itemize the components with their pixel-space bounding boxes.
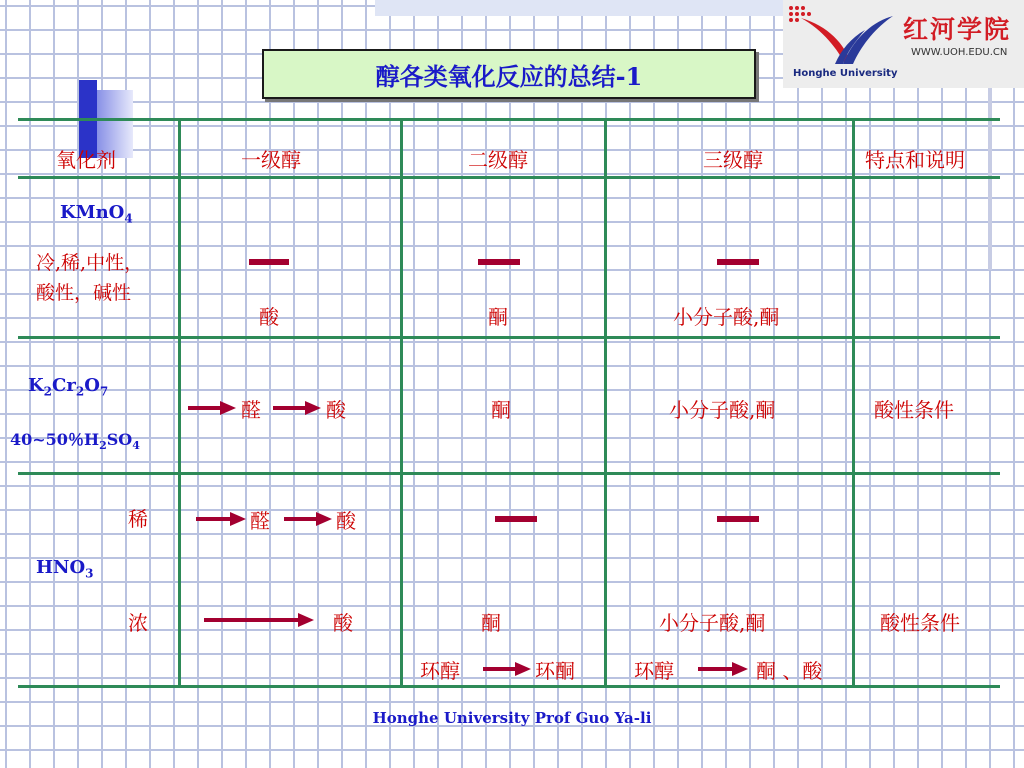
row2-primary-intermediate: 醛 — [241, 398, 261, 422]
row3-concentrated-label: 浓 — [128, 611, 148, 635]
reaction-arrow-icon — [188, 401, 238, 415]
row1-primary-product: 酸 — [259, 305, 279, 329]
table-line — [852, 119, 855, 687]
row3-conc-secondary-product: 酮 — [481, 611, 501, 635]
row2-primary-product: 酸 — [326, 398, 346, 422]
row2-condition: 40~50％$H_2SO_4$ — [10, 430, 140, 453]
logo-chinese-name: 红河学院 — [903, 15, 1012, 44]
reagent-kmno4: KMnO$_4$ — [60, 202, 133, 226]
reaction-arrow-icon — [204, 613, 316, 627]
row3-conc-tertiary-product: 小分子酸,酮 — [659, 611, 766, 635]
header-primary-alcohol: 一级醇 — [241, 148, 301, 172]
footer-university: Honghe University — [372, 709, 530, 727]
row3-dilute-primary-product: 酸 — [336, 509, 356, 533]
row3-cyclic-tertiary-from: 环醇 — [634, 659, 674, 683]
row1-tertiary-product: 小分子酸,酮 — [673, 305, 780, 329]
no-reaction-dash — [495, 516, 537, 522]
row3-conc-primary-product: 酸 — [333, 611, 353, 635]
row3-cyclic-tertiary-to: 酮 、酸 — [756, 659, 823, 683]
table-line — [604, 119, 607, 687]
reaction-arrow-icon — [196, 512, 248, 526]
reagent-k2cr2o7: $K_2Cr_2O_7$ — [28, 375, 109, 399]
row1-secondary-product: 酮 — [488, 305, 508, 329]
row2-tertiary-product: 小分子酸,酮 — [669, 398, 776, 422]
row3-dilute-primary-intermediate: 醛 — [250, 509, 270, 533]
logo-url: WWW.UOH.EDU.CN — [911, 47, 1008, 58]
row2-notes: 酸性条件 — [874, 398, 954, 422]
reaction-arrow-icon — [698, 662, 750, 676]
row3-conc-notes: 酸性条件 — [880, 611, 960, 635]
row1-condition-line1: 冷,稀,中性， — [36, 252, 144, 274]
header-notes: 特点和说明 — [865, 148, 965, 172]
reaction-arrow-icon — [273, 401, 323, 415]
no-reaction-dash — [249, 259, 289, 265]
table-line — [178, 119, 181, 687]
slide-title: 醇各类氧化反应的总结-1 — [262, 49, 756, 99]
slide-footer — [0, 709, 1024, 727]
university-logo — [783, 0, 1024, 88]
footer-author: Prof Guo Ya-li — [534, 709, 652, 727]
row3-dilute-label: 稀 — [128, 507, 148, 531]
table-line — [400, 119, 403, 687]
row3-cyclic-secondary-to: 环酮 — [535, 659, 575, 683]
top-decoration-band — [375, 0, 785, 16]
row1-condition-line2: 酸性，碱性 — [36, 282, 132, 304]
header-secondary-alcohol: 二级醇 — [468, 148, 528, 172]
no-reaction-dash — [717, 259, 759, 265]
no-reaction-dash — [478, 259, 520, 265]
header-tertiary-alcohol: 三级醇 — [703, 148, 763, 172]
reaction-arrow-icon — [483, 662, 533, 676]
reagent-hno3: $HNO_3$ — [36, 557, 94, 581]
reaction-arrow-icon — [284, 512, 334, 526]
row2-secondary-product: 酮 — [491, 398, 511, 422]
logo-english-name: Honghe University — [793, 68, 898, 79]
header-oxidant: 氧化剂 — [56, 148, 116, 172]
no-reaction-dash — [717, 516, 759, 522]
row3-cyclic-secondary-from: 环醇 — [420, 659, 460, 683]
